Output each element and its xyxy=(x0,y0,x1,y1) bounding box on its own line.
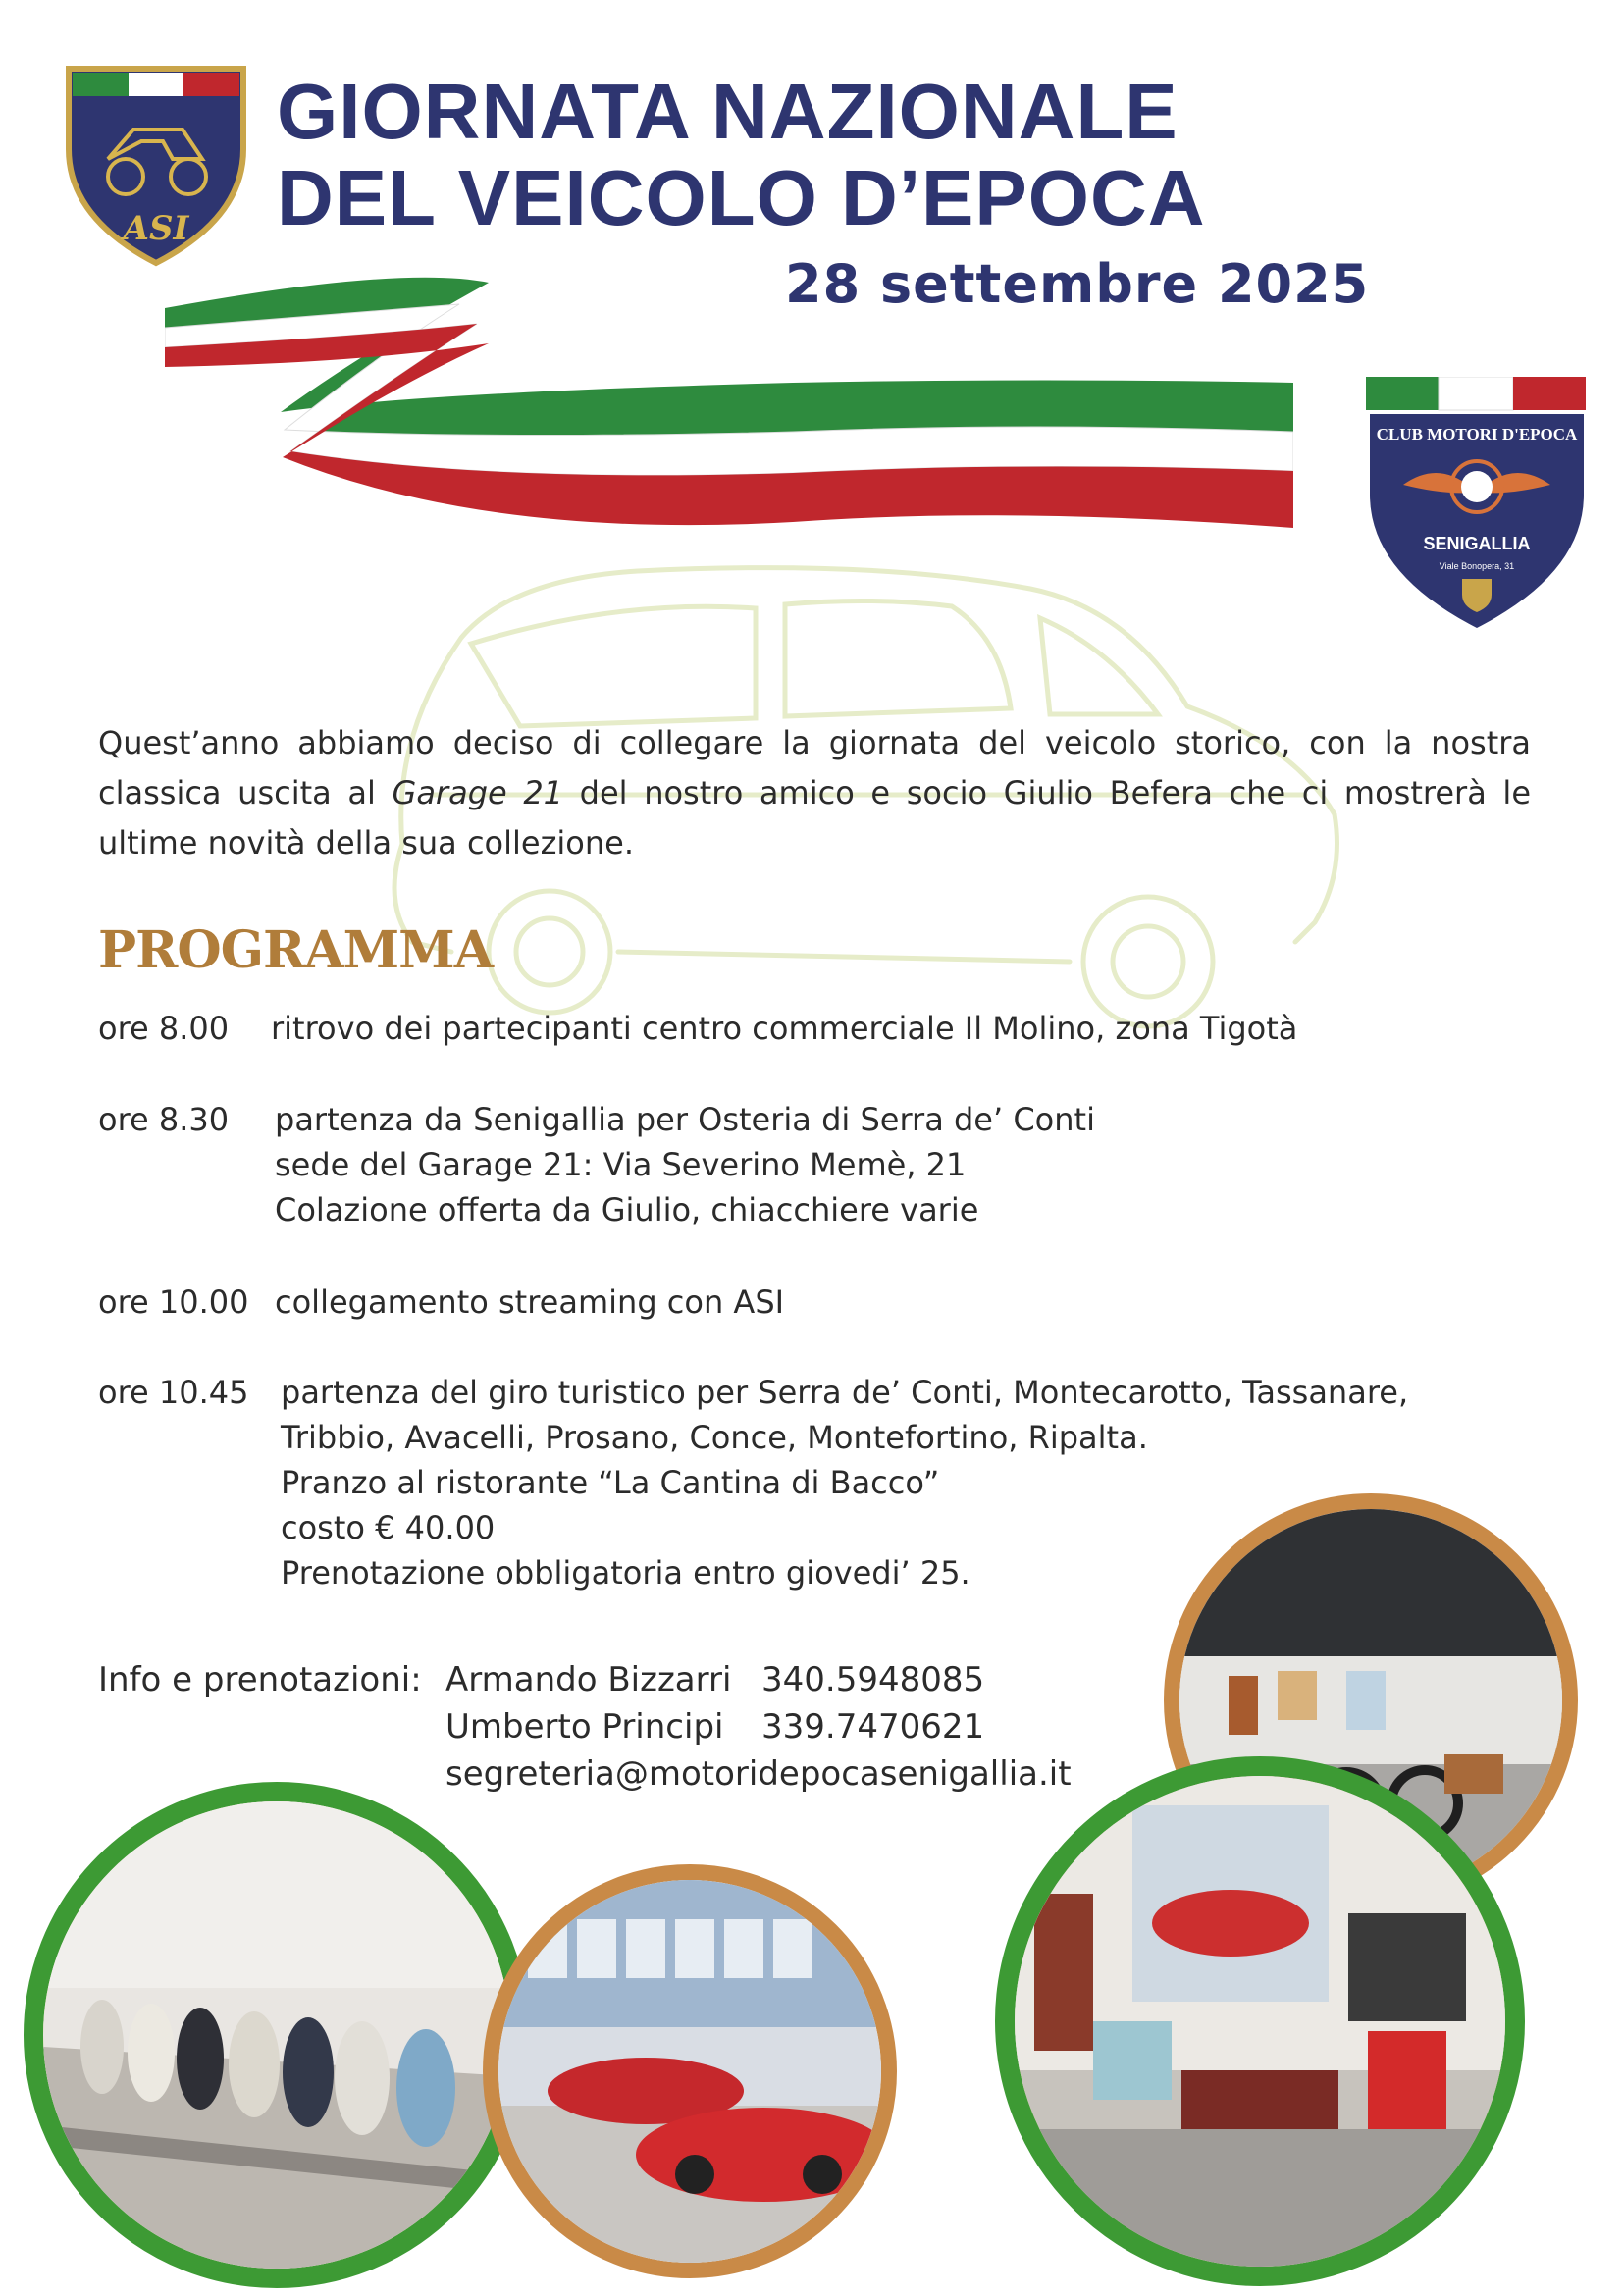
program-line: collegamento streaming con ASI xyxy=(275,1283,785,1321)
info-label: Info e prenotazioni: xyxy=(98,1660,422,1699)
club-logo-city: SENIGALLIA xyxy=(1423,534,1531,553)
program-line: partenza da Senigallia per Osteria di Serra de’ Conti xyxy=(275,1101,1095,1138)
program-time: ore 8.00 xyxy=(98,1010,230,1047)
contact-name: Armando Bizzarri xyxy=(445,1660,732,1699)
program-line: Pranzo al ristorante “La Cantina di Bacco” xyxy=(281,1464,940,1501)
event-date: 28 settembre 2025 xyxy=(785,253,1370,315)
photo-scooters xyxy=(24,1782,530,2288)
program-line: Tribbio, Avacelli, Prosano, Conce, Montefortino, Ripalta. xyxy=(281,1419,1148,1456)
intro-text-2: del nostro amico e socio Giulio Befera che ci mostrerà le ultime novità della sua collezione. xyxy=(98,774,1532,861)
contact-email[interactable]: segreteria@motoridepocasenigallia.it xyxy=(445,1754,1072,1794)
program-line: ritrovo dei partecipanti centro commerciale Il Molino, zona Tigotà xyxy=(271,1010,1298,1047)
program-line: partenza del giro turistico per Serra de’ Conti, Montecarotto, Tassanare, xyxy=(281,1374,1409,1411)
club-logo-title: CLUB MOTORI D'EPOCA xyxy=(1376,425,1578,444)
contact-phone: 339.7470621 xyxy=(761,1707,985,1747)
program-line: Prenotazione obbligatoria entro giovedi’ 25. xyxy=(281,1554,970,1592)
contact-name: Umberto Principi xyxy=(445,1707,724,1747)
asi-logo xyxy=(65,61,247,267)
title-line-2: DEL VEICOLO D’EPOCA xyxy=(277,154,1206,241)
club-logo xyxy=(1364,377,1590,630)
contact-phone: 340.5948085 xyxy=(761,1660,985,1699)
program-line: sede del Garage 21: Via Severino Memè, 21 xyxy=(275,1146,967,1183)
program-line: Colazione offerta da Giulio, chiacchiere varie xyxy=(275,1191,979,1228)
asi-logo-text: ASI xyxy=(123,209,189,248)
title-line-1: GIORNATA NAZIONALE xyxy=(277,68,1179,155)
program-line: costo € 40.00 xyxy=(281,1509,496,1546)
program-description xyxy=(275,1097,1095,1232)
intro-text-1: Quest’anno abbiamo deciso di collegare la giornata del veicolo storico, con la nostra classica uscita al xyxy=(98,724,1531,811)
italian-ribbon xyxy=(165,265,1293,540)
program-time: ore 8.30 xyxy=(98,1101,230,1138)
photo-red-cars xyxy=(483,1864,897,2278)
program-time: ore 10.45 xyxy=(98,1374,249,1411)
programma-heading: PROGRAMMA xyxy=(98,920,494,980)
intro-paragraph xyxy=(98,718,1531,868)
photo-garage-interior xyxy=(995,1756,1525,2286)
program-description xyxy=(271,1006,1297,1051)
club-logo-address: Viale Bonopera, 31 xyxy=(1439,561,1515,571)
intro-garage-name: Garage 21 xyxy=(392,774,564,811)
page-title xyxy=(277,69,1206,241)
program-time: ore 10.00 xyxy=(98,1283,249,1321)
program-description xyxy=(275,1279,784,1325)
